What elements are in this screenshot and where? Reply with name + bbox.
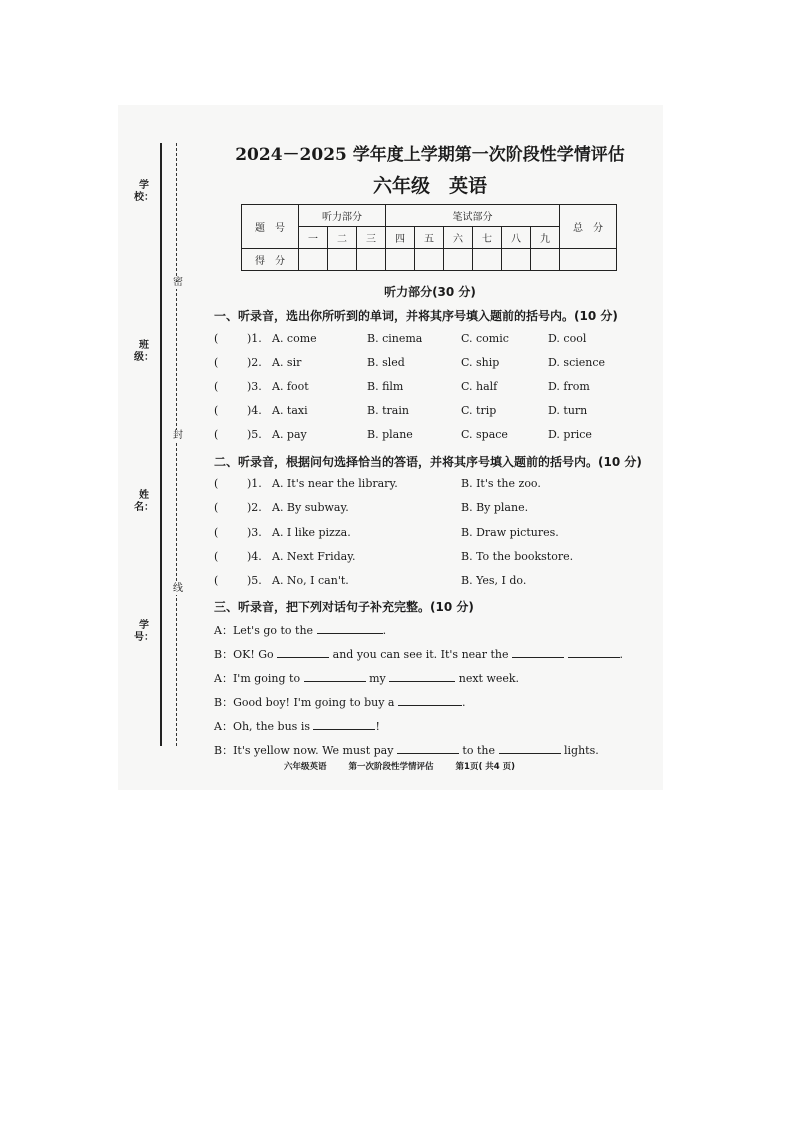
dialogue-text: and you can see it. It's near the [329,648,512,661]
school-label: 学校： [134,180,154,203]
dialogue-text: A：Let's go to the [214,624,317,637]
option-b: B. Yes, I do. [461,574,527,587]
col-header: 一 [299,227,328,249]
seal-char-xian: 线 [173,583,183,594]
option-b: B. It's the zoo. [461,477,541,490]
dialogue-text: A：I'm going to [214,672,304,685]
question-row [0,404,794,420]
question-row [0,574,794,590]
answer-blank[interactable] [397,744,459,754]
dialogue-line [214,718,380,734]
option-b: B. To the bookstore. [461,550,574,563]
option-c: C. comic [461,332,509,345]
answer-paren[interactable]: ( [214,332,219,345]
answer-blank[interactable] [277,648,329,658]
option-c: C. space [461,428,508,441]
option-a: A. pay [272,428,307,441]
option-c: C. trip [461,404,497,417]
answer-paren[interactable]: ( [214,550,219,563]
question-number-header: 题 号 [242,205,299,249]
question-row [0,428,794,444]
dialogue-text: . [382,624,387,637]
question-row [0,356,794,372]
dialogue-text: B：Good boy! I'm going to buy a [214,696,398,709]
option-d: D. from [548,380,590,393]
option-a: A. Next Friday. [272,550,356,563]
col-header: 九 [531,227,560,249]
question-number: )5. [247,428,262,441]
col-header: 三 [357,227,386,249]
score-cell[interactable] [386,249,415,271]
option-d: D. turn [548,404,588,417]
question-number: )5. [247,574,262,587]
score-cell[interactable] [531,249,560,271]
option-a: A. taxi [272,404,308,417]
option-b: B. sled [367,356,405,369]
score-cell[interactable] [502,249,531,271]
dialogue-text: lights. [560,744,599,757]
score-row-label: 得 分 [242,249,299,271]
question-row [0,501,794,517]
listening-section-heading: 听力部分(30 分) [384,285,476,299]
question-row [0,550,794,566]
dialogue-text: A：Oh, the bus is [214,720,314,733]
part1-heading: 一、听录音，选出你所听到的单词，并将其序号填入题前的括号内。(10 分) [214,309,618,323]
question-number: )2. [247,356,262,369]
seal-char-feng: 封 [173,430,183,441]
option-c: C. half [461,380,498,393]
answer-paren[interactable]: ( [214,428,219,441]
score-cell[interactable] [415,249,444,271]
dialogue-line [214,742,599,758]
dialogue-line [214,646,623,662]
option-c: C. ship [461,356,500,369]
score-cell[interactable] [444,249,473,271]
dialogue-line [214,622,386,638]
answer-paren[interactable]: ( [214,404,219,417]
option-a: A. sir [272,356,302,369]
question-row [0,526,794,542]
page-footer [284,760,537,772]
question-number: )4. [247,404,262,417]
part3-heading: 三、听录音，把下列对话句子补充完整。(10 分) [214,600,474,614]
name-label: 姓名： [134,490,154,513]
question-number: )2. [247,501,262,514]
answer-blank[interactable] [512,648,564,658]
total-header: 总 分 [560,205,617,249]
answer-blank[interactable] [568,648,620,658]
option-d: D. science [548,356,606,369]
seal-char-mi: 密 [173,277,183,288]
option-b: B. By plane. [461,501,529,514]
question-row [0,332,794,348]
student-id-label: 学号： [134,620,154,643]
question-number: )1. [247,332,262,345]
answer-paren[interactable]: ( [214,501,219,514]
dialogue-text: my [365,672,390,685]
seal-dashed-line [176,143,177,746]
footer-page-number: 第1页( 共4 页) [455,762,516,772]
answer-paren[interactable]: ( [214,526,219,539]
written-group-header: 笔试部分 [386,205,560,227]
answer-blank[interactable] [389,672,455,682]
dialogue-line [214,670,519,686]
dialogue-text: to the [458,744,499,757]
score-cell[interactable] [299,249,328,271]
col-header: 六 [444,227,473,249]
score-cell[interactable] [473,249,502,271]
col-header: 五 [415,227,444,249]
listening-group-header: 听力部分 [299,205,386,227]
score-table [241,204,617,271]
total-score-cell[interactable] [560,249,617,271]
answer-blank[interactable] [313,720,375,730]
score-cell[interactable] [357,249,386,271]
option-d: D. price [548,428,592,441]
option-b: B. train [367,404,409,417]
col-header: 四 [386,227,415,249]
answer-paren[interactable]: ( [214,574,219,587]
dialogue-text: . [619,648,623,661]
footer-exam-name: 第一次阶段性学情评估 [348,762,434,772]
score-cell[interactable] [328,249,357,271]
col-header: 七 [473,227,502,249]
option-d: D. cool [548,332,587,345]
option-a: A. By subway. [272,501,349,514]
option-b: B. Draw pictures. [461,526,559,539]
question-number: )3. [247,380,262,393]
answer-blank[interactable] [304,672,366,682]
dialogue-line [214,694,465,710]
footer-grade-subject: 六年级英语 [284,762,327,772]
answer-paren[interactable]: ( [214,477,219,490]
dialogue-text: . [461,696,466,709]
question-row [0,477,794,493]
question-row [0,380,794,396]
answer-blank[interactable] [499,744,561,754]
part2-heading: 二、听录音，根据问句选择恰当的答语，并将其序号填入题前的括号内。(10 分) [214,455,642,469]
answer-paren[interactable]: ( [214,380,219,393]
col-header: 二 [328,227,357,249]
dialogue-text: B：OK! Go [214,648,278,661]
dialogue-text: ! [375,720,380,733]
class-label: 班级： [134,340,154,363]
option-a: A. come [272,332,317,345]
option-a: A. I like pizza. [272,526,351,539]
question-number: )4. [247,550,262,563]
exam-subtitle: 六年级 英语 [372,175,487,197]
question-number: )3. [247,526,262,539]
question-number: )1. [247,477,262,490]
dialogue-text: next week. [455,672,520,685]
option-b: B. film [367,380,404,393]
answer-blank[interactable] [398,696,462,706]
option-b: B. plane [367,428,413,441]
col-header: 八 [502,227,531,249]
option-a: A. foot [272,380,309,393]
dialogue-text: B：It's yellow now. We must pay [214,744,397,757]
option-a: A. It's near the library. [272,477,398,490]
answer-paren[interactable]: ( [214,356,219,369]
option-b: B. cinema [367,332,423,345]
binding-line [160,143,162,746]
exam-title: 2024－2025 学年度上学期第一次阶段性学情评估 [235,145,625,165]
option-a: A. No, I can't. [272,574,349,587]
answer-blank[interactable] [317,624,383,634]
